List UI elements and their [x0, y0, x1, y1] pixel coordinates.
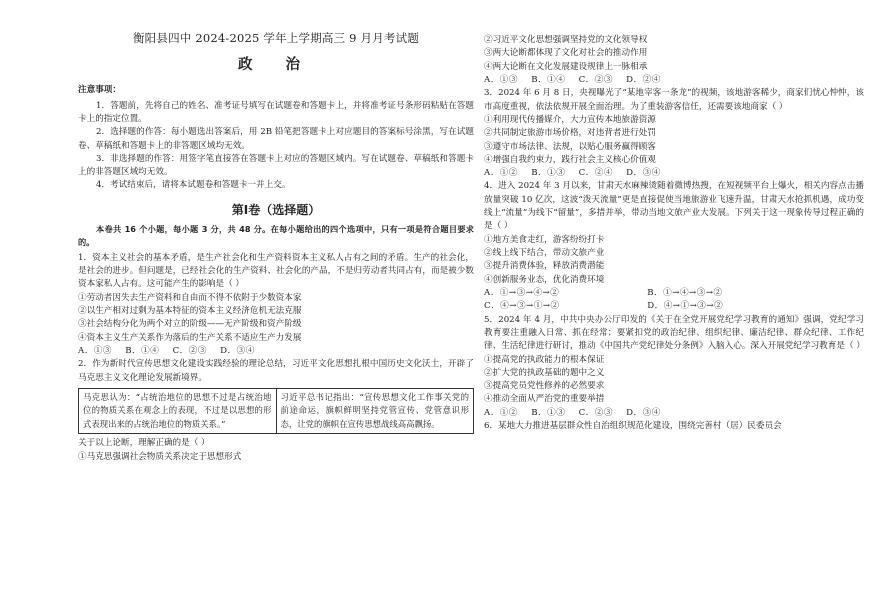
question-3-option: ④增强自我约束力，践行社会主义核心价值观: [484, 154, 656, 165]
quote-table: [78, 388, 474, 434]
question-3-choices: [484, 167, 864, 180]
choice-d: D．③④: [626, 407, 661, 418]
choice-a: A．①→③→④→②: [484, 287, 560, 298]
choice-c: C．②③: [578, 74, 613, 85]
question-3-option: ②共同制定旅游市场价格，对违背者进行处罚: [484, 128, 656, 139]
choice-a: A．①②: [484, 407, 518, 418]
question-2-choices: [484, 74, 864, 87]
question-1-choices: [78, 345, 474, 358]
section-title: 第Ⅰ卷（选择题）: [231, 202, 321, 217]
choice-b: B．①③: [531, 407, 566, 418]
choice-d: D．②④: [626, 74, 661, 85]
question-5-stem: 5．2024 年 4 月，中共中央办公厅印发的《关于在全党开展党纪学习教育的通知》强调，党纪学习教育要注重融入日常、抓在经常；要紧扣党的政治纪律、组织纪律、廉洁纪律、群众纪律、工作纪律、生活纪律进行研讨，推动《中国共产党纪律处分条例》入脑入心。深入开展党纪学习教育是（ ）: [484, 314, 865, 352]
question-6-stem: 6．某地大力推进基层群众性自治组织规范化建设，围绕完善村（居）民委员会: [484, 421, 782, 432]
question-3-option: ③遵守市场法律、法规，以贴心服务赢得顾客: [484, 141, 656, 152]
question-4-choices-row2: [484, 300, 864, 313]
question-4-option: ①地方美食走红，游客纷纷打卡: [484, 234, 605, 245]
choice-b: B．①④: [531, 74, 566, 85]
question-4-option: ②线上线下结合，带动文旅产业: [484, 248, 605, 258]
note-item: 1．答题前，先将自己的姓名、准考证号填写在试题卷和答题卡上，并将准考证号条形码粘贴在答题卡上的指定位置。: [78, 100, 474, 124]
choice-a: A．①③: [484, 74, 518, 85]
exam-title: 衡阳县四中 2024-2025 学年上学期高三 9 月月考试题: [132, 31, 420, 45]
question-1-option: ③社会结构分化为两个对立的阶级——无产阶级和资产阶级: [78, 319, 302, 330]
note-item: 3．非选择题的作答：用签字笔直接答在答题卡上对应的答题区域内。写在试题卷、草稿纸和答题卡上的非答题区域均无效。: [78, 153, 474, 178]
question-1-option: ①劳动者因失去生产资料和自由而不得不依附于少数资本家: [78, 292, 302, 303]
question-5-choices: [484, 407, 864, 420]
question-4-option: ④创新服务业态，优化消费环境: [484, 274, 605, 285]
choice-b: B．①④: [125, 345, 160, 356]
quote-xi: 习近平总书记指出：“宣传思想文化工作事关党的前途命运，旗帜鲜明坚持党管宣传、党管意识形态，让党的旗帜在宣传思想战线高高飘扬。: [280, 391, 469, 429]
question-1-option: ④资本主义生产关系作为落后的生产关系不适应生产力发展: [78, 332, 302, 343]
question-5-option: ①提高党的执政能力的根本保证: [484, 354, 605, 365]
subject-title: 政 治: [237, 56, 315, 73]
question-1-stem: 1．资本主义社会的基本矛盾，是生产社会化和生产资料资本主义私人占有之间的矛盾。生产的社会化，是社会的进步。但问题是，已经社会化的生产资料、社会化的产品，不是归劳动者共同占有，而是被少数资本家私人占有。这可能产生的影响是（ ）: [78, 252, 474, 290]
note-item: 2．选择题的作答：每小题选出答案后，用 2B 铅笔把答题卡上对应题目的答案标号涂黑，写在试题卷、草稿纸和答题卡上的非答题区域均无效。: [78, 127, 474, 151]
question-5-option: ②扩大党的执政基础的题中之义: [484, 367, 605, 378]
question-3-option: ①利用现代传播媒介，大力宣传本地旅游资源: [484, 114, 656, 125]
choice-c: C．②③: [578, 407, 613, 418]
choice-c: C．④→③→①→②: [484, 301, 560, 312]
choice-d: D．③④: [220, 345, 255, 356]
question-2-option: ①马克思强调社会物质关系决定于思想形式: [78, 451, 242, 462]
choice-d: D．③④: [626, 168, 661, 179]
section-instruction: 本卷共 16 个小题，每小题 3 分，共 48 分。在每小题给出的四个选项中，只有一项是符合题目要求的。: [78, 224, 474, 248]
choice-a: A．①③: [78, 345, 112, 356]
question-2-option: ④两大论断在文化发展建设规律上一脉相承: [484, 61, 648, 72]
choice-a: A．①②: [484, 168, 518, 179]
question-4-choices-row1: [484, 287, 864, 300]
notes-heading: 注意事项：: [78, 85, 121, 96]
question-4-option: ③提升消费体验，释放消费潜能: [484, 261, 605, 272]
note-item: 4．考试结束后，请将本试题卷和答题卡一并上交。: [96, 180, 291, 191]
question-3-stem: 3．2024 年 6 月 8 日，央视曝光了“某地宰客一条龙”的视频，该地游客稀少，商家们忧心忡忡，该市高度重视，依法依规开展全面治理。为了重装游客信任，还需要该地商家（ ）: [484, 88, 864, 112]
question-2-option: ②习近平文化思想强调坚持党的文化领导权: [484, 35, 648, 45]
question-1-option: ②以生产相对过剩为基本特征的资本主义经济危机无法克服: [78, 306, 302, 317]
choice-c: C．②④: [578, 168, 613, 179]
quote-marx: 马克思认为：“占统治地位的思想不过是占统治地位的物质关系在观念上的表现，不过是以思想的形式表现出来的占统治地位的物质关系。”: [79, 389, 277, 433]
choice-b: B．①③: [531, 168, 566, 179]
question-4-stem: 4．进入 2024 年 3 月以来，甘肃天水麻辣烫随着微博热搜，在短视频平台上爆火，相关内容点击播放量突破 10 亿次，这波“泼天流量”更是直接促使当地旅游业飞速升温，甘肃天水抢抓机遇，成功变线上“流量”为线下“留量”，多措并举，带动当地文旅产业大发展。下列关于这一现象传导过程正确的是（ ）: [484, 181, 864, 232]
choice-c: C．②③: [172, 345, 207, 356]
right-column: [484, 34, 864, 433]
question-5-option: ④推动全面从严治党的重要举措: [484, 394, 605, 405]
choice-d: D．④→①→③→②: [647, 301, 724, 312]
question-5-option: ③提高党员党性修养的必然要求: [484, 381, 605, 392]
choice-b: B．①→④→③→②: [647, 287, 723, 298]
left-column: [78, 31, 474, 464]
question-2-stem: 2．作为新时代宣传思想文化建设实践经验的理论总结，习近平文化思想扎根中国历史文化沃土，开辟了马克思主义文化理论发展新境界。: [78, 359, 474, 383]
question-2-question: 关于以上论断，理解正确的是（ ）: [78, 438, 210, 449]
question-2-option: ③两大论断都体现了文化对社会的推动作用: [484, 48, 648, 59]
